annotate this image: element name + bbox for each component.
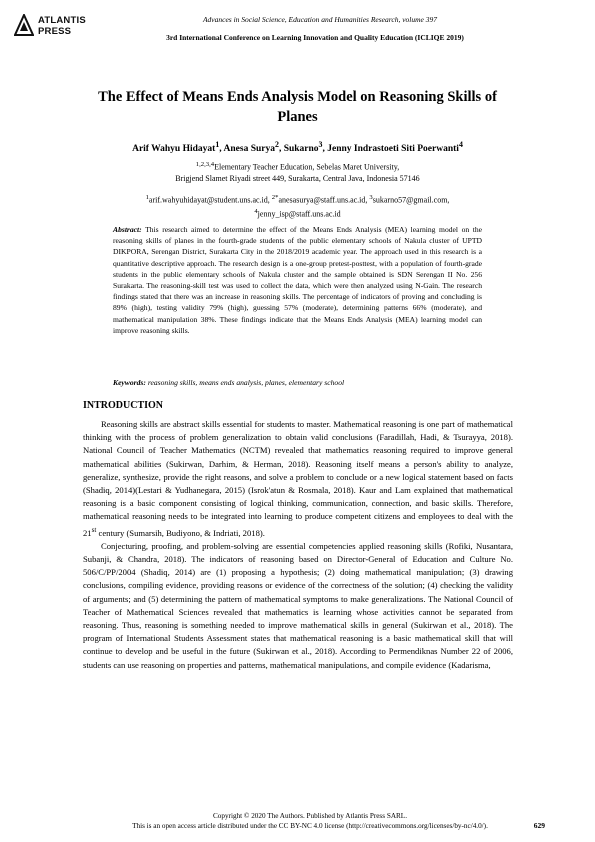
author-sup: 4 — [458, 140, 463, 149]
email-link[interactable]: sukarno57@gmail.com, — [372, 195, 450, 205]
paper-title: The Effect of Means Ends Analysis Model on Reasoning Skills of Planes — [98, 89, 497, 125]
abstract — [113, 224, 482, 336]
logo-text-line1: ATLANTIS — [38, 15, 86, 26]
logo-text — [38, 15, 86, 37]
email-sup: 4 — [254, 207, 258, 215]
paragraph — [83, 418, 513, 540]
email-link[interactable]: arif.wahyuhidayat@student.uns.ac.id, — [148, 195, 272, 205]
author-sup: 1 — [215, 140, 220, 149]
atlantis-press-logo — [14, 12, 104, 42]
author-name: Anesa Surya — [223, 144, 275, 155]
email-link[interactable]: anesasurya@staff.uns.ac.id, — [278, 195, 370, 205]
abstract-text: This research aimed to determine the effect of the Means Ends Analysis (MEA) learning model on the reasoning skills of planes in the fourth-grade students of the public elementary schools of Nakula cluster of UPTD DIKPORA, Serengan District, Surakarta City in the 2018/2019 academic year. The approach used in this research is a quantitative descriptive approach. The research design is a one-group pretest-posttest, with a population of fourth-grade students in the public elementary schools of Nakula cluster and the sample obtained is SDN Serengan II No. 256 Surakarta. The reasoning-skill test was used to collect the data, which were then analyzed using N-Gain. The research findings stated that there was an increase in reasoning skills. The percentage of indicators of proving and concluding is 89% (high), testing validity 79% (high), guessing 57% (moderate), determining patterns 66% (moderate), and mathematical manipulation 38%. These findings indicate that the Means Ends Analysis (MEA) learning model can improve reasoning skills. — [113, 225, 483, 335]
author-list: Arif Wahyu Hidayat$^1$, Anesa Surya$^2$, Sukarno$^3$, Jenny Indrastoeti Siti Poerwanti$^4$ — [132, 140, 463, 155]
keywords — [113, 378, 482, 387]
paragraph-text: Reasoning skills are abstract skills essential for students to master. Mathematical reasoning is one part of mathematical thinking with the process of problem generalization to obtain valid conclusions (Faradillah, Hadi, & Tsurayya, 2018). National Council of Teacher Mathematics (NCTM) revealed that mathematics reasoning required to improve general mathematical abilities (Sukirwan, Darhim, & Herman, 2018). Reasoning itself means a person's ability to analyze, generalize, synthesize, provide the right reasons, and solve a problem to conclude or a new logical statement based on facts (Shadiq, 2014)(Lestari & Yudhanegara, 2015) (Isrok'atun & Rosmala, 2018). Kaur and Lam explained that mathematical reasoning is a basic component consisting of logical thinking, communication, connection, and basic skills. Therefore, mathematical reasoning needs to be integrated into learning to produce competent citizens and employees to deal with the 21 — [83, 419, 513, 538]
email-link[interactable]: jenny_isp@staff.uns.ac.id — [257, 209, 341, 219]
email-sup: 2* — [271, 194, 279, 201]
affiliation-sup: 1,2,3,4 — [195, 161, 215, 168]
logo-text-line2: PRESS — [38, 26, 72, 37]
page-footer — [40, 811, 580, 831]
author-sup: 2 — [274, 140, 279, 149]
author-emails — [80, 192, 515, 219]
email-sup: 1 — [145, 194, 149, 201]
section-heading: INTRODUCTION — [83, 400, 164, 411]
license-notice: This is an open access article distributed under the CC BY-NC 4.0 license (http://creativecommons.org/licenses/by-nc/4.0/). — [132, 822, 488, 830]
paragraph: Conjecturing, proofing, and problem-solving are essential competencies applied reasoning skills (Rofiki, Nusantara, Subanji, & Chandra, 2018). The indicators of reasoning based on Director-General of Education and Culture No. 506/C/PP/2004 (Shadiq, 2014) are (1) proposing a hypothesis; (2) doing mathematical manipulation; (3) drawing conclusions, compiling evidence, providing reasons or evidence of the correctness of the solution; (4) checking the validity of arguments; and (5) determining the pattern of mathematical symptoms to make generalizations. The National Council of Teacher of Mathematical Sciences revealed that mathematics is learning whose activities cannot be separated from reasoning. Thus, reasoning is something needed to improve mathematical skills in general (Sukirwan et al., 2018). The program of International Students Assessment states that mathematical reasoning is a basic mathematical skill that will continue to develop and be useful in the future (Sukirwan et al., 2018). According to Permendiknas Number 22 of 2006, students can use reasoning on properties and patterns, mathematical manipulations, and compile evidence (Kadarisma, — [83, 540, 513, 670]
email-sup: 3 — [369, 194, 373, 201]
author-name: Arif Wahyu Hidayat — [132, 144, 216, 155]
affiliation-line2: Brigjend Slamet Riyadi street 449, Surakarta, Central Java, Indonesia 57146 — [175, 173, 420, 183]
author-name: Jenny Indrastoeti Siti Poerwanti — [327, 144, 459, 155]
keywords-text: reasoning skills, means ends analysis, planes, elementary school — [147, 378, 345, 387]
superscript: st — [91, 525, 97, 534]
keywords-label: Keywords: — [113, 378, 146, 387]
introduction-body — [83, 418, 513, 672]
paragraph-text: century (Sumarsih, Budiyono, & Indriati, 2018). — [96, 527, 265, 538]
abstract-label: Abstract: — [113, 225, 142, 234]
affiliation-line1: Elementary Teacher Education, Sebelas Maret University, — [214, 162, 400, 172]
page-number: 629 — [533, 821, 545, 830]
author-name: Sukarno — [283, 144, 319, 155]
atlantis-logo-icon — [14, 14, 34, 38]
affiliation — [80, 159, 515, 184]
copyright-notice: Copyright © 2020 The Authors. Published by Atlantis Press SARL. — [212, 812, 407, 820]
author-sup: 3 — [318, 140, 323, 149]
journal-name: Advances in Social Science, Education and Humanities Research, volume 397 — [202, 15, 438, 24]
conference-name: 3rd International Conference on Learning Innovation and Quality Education (ICLIQE 2019) — [166, 33, 464, 42]
